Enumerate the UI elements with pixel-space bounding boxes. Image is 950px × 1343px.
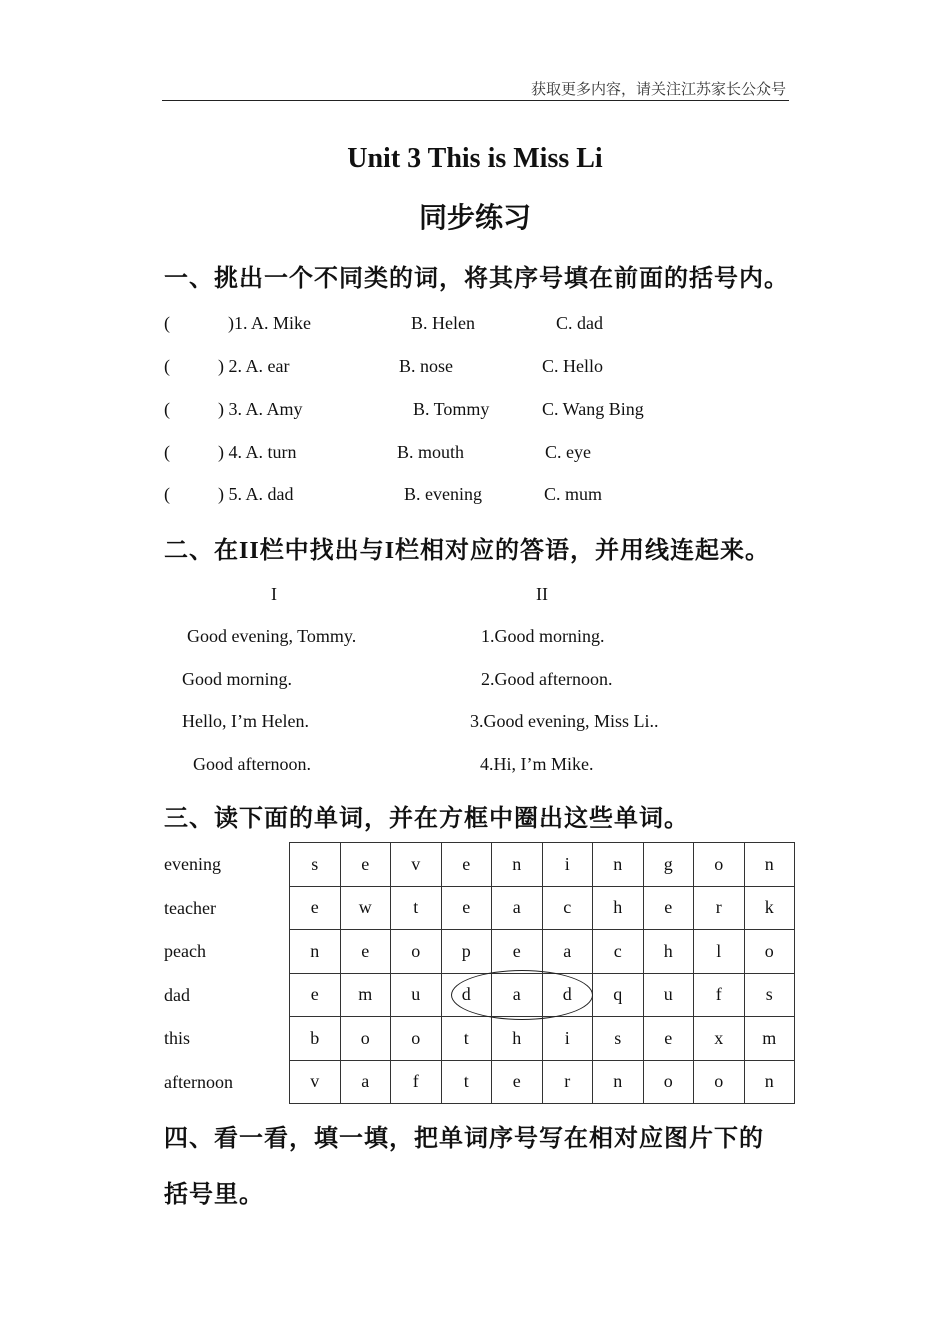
grid-cell[interactable]: o (340, 1017, 391, 1061)
column1-header: I (271, 584, 277, 604)
grid-row (290, 930, 795, 974)
grid-cell[interactable]: w (340, 886, 391, 930)
q2-option-b: B. nose (399, 356, 453, 376)
q2-paren: ( (164, 356, 170, 376)
q5-option-c: C. mum (544, 484, 603, 504)
col2-item-1: 1.Good morning. (481, 626, 605, 646)
col2-item-3: 3.Good evening, Miss Li.. (470, 711, 659, 731)
grid-cell[interactable]: s (290, 843, 341, 887)
q2-option-c: C. Hello (542, 356, 603, 376)
grid-row (290, 886, 795, 930)
grid-cell[interactable]: o (391, 1017, 442, 1061)
page-title: Unit 3 This is Miss Li (347, 143, 603, 174)
q1-option-a: )1. A. Mike (228, 313, 311, 333)
grid-cell[interactable]: e (643, 1017, 694, 1061)
grid-cell[interactable]: e (441, 886, 492, 930)
grid-cell[interactable]: c (593, 930, 644, 974)
word-teacher: teacher (164, 898, 216, 918)
q1-option-c: C. dad (556, 313, 603, 333)
grid-cell[interactable]: e (340, 843, 391, 887)
q1-option-b: B. Helen (411, 313, 475, 333)
grid-cell[interactable]: e (441, 843, 492, 887)
section2-heading-part4: I (384, 538, 396, 564)
word-this: this (164, 1028, 191, 1048)
grid-cell[interactable]: k (744, 886, 795, 930)
grid-cell[interactable]: d (542, 973, 593, 1017)
q5-option-b: B. evening (404, 484, 482, 504)
grid-cell[interactable]: n (593, 1060, 644, 1104)
grid-cell[interactable]: a (492, 973, 543, 1017)
column2-header: II (536, 584, 548, 604)
grid-cell[interactable]: n (744, 843, 795, 887)
grid-row (290, 843, 795, 887)
grid-cell[interactable]: q (593, 973, 644, 1017)
q4-option-c: C. eye (545, 442, 591, 462)
grid-cell[interactable]: e (492, 930, 543, 974)
grid-cell[interactable]: t (441, 1060, 492, 1104)
grid-cell[interactable]: h (593, 886, 644, 930)
grid-cell[interactable]: a (542, 930, 593, 974)
grid-cell[interactable]: v (290, 1060, 341, 1104)
grid-cell[interactable]: m (340, 973, 391, 1017)
col1-item-1: Good evening, Tommy. (187, 626, 357, 646)
grid-row (290, 1060, 795, 1104)
grid-cell[interactable]: v (391, 843, 442, 887)
grid-cell[interactable]: o (694, 843, 745, 887)
grid-cell[interactable]: e (290, 973, 341, 1017)
grid-cell[interactable]: n (290, 930, 341, 974)
grid-cell[interactable]: n (492, 843, 543, 887)
section4-heading-line1: 四、看一看，填一填，把单词序号写在相对应图片下的 (164, 1124, 764, 1152)
grid-cell[interactable]: c (542, 886, 593, 930)
grid-cell[interactable]: a (340, 1060, 391, 1104)
col2-item-4: 4.Hi, I’m Mike. (480, 754, 594, 774)
section2-heading-part3: 栏中找出与 (259, 536, 385, 564)
word-afternoon: afternoon (164, 1072, 233, 1092)
grid-cell[interactable]: s (744, 973, 795, 1017)
grid-cell[interactable]: e (492, 1060, 543, 1104)
grid-cell[interactable]: t (391, 886, 442, 930)
q1-paren: ( (164, 313, 170, 333)
grid-cell[interactable]: o (694, 1060, 745, 1104)
page-subtitle: 同步练习 (418, 201, 531, 234)
q4-option-b: B. mouth (397, 442, 465, 462)
grid-cell[interactable]: r (694, 886, 745, 930)
q4-option-a: ) 4. A. turn (218, 442, 297, 462)
col2-item-2: 2.Good afternoon. (481, 669, 613, 689)
q3-option-a: ) 3. A. Amy (218, 399, 303, 419)
q5-paren: ( (164, 484, 170, 504)
q5-option-a: ) 5. A. dad (218, 484, 294, 504)
circled-word-dad (451, 970, 593, 1020)
word-evening: evening (164, 854, 221, 874)
grid-cell[interactable]: d (441, 973, 492, 1017)
grid-cell[interactable]: u (643, 973, 694, 1017)
q2-option-a: ) 2. A. ear (218, 356, 290, 376)
grid-cell[interactable]: x (694, 1017, 745, 1061)
q3-option-c: C. Wang Bing (542, 399, 644, 419)
header-note: 获取更多内容，请关注江苏家长公众号 (530, 82, 786, 98)
grid-cell[interactable]: i (542, 1017, 593, 1061)
q3-option-b: B. Tommy (413, 399, 490, 419)
grid-cell[interactable]: l (694, 930, 745, 974)
col1-item-2: Good morning. (182, 669, 292, 689)
grid-cell[interactable]: o (744, 930, 795, 974)
grid-cell[interactable]: a (492, 886, 543, 930)
grid-cell[interactable]: n (744, 1060, 795, 1104)
grid-cell[interactable]: n (593, 843, 644, 887)
grid-cell[interactable]: r (542, 1060, 593, 1104)
word-peach: peach (164, 941, 206, 961)
section4-heading-line2: 括号里。 (164, 1180, 264, 1208)
grid-cell[interactable]: u (391, 973, 442, 1017)
grid-cell[interactable]: m (744, 1017, 795, 1061)
grid-cell[interactable]: f (694, 973, 745, 1017)
grid-cell[interactable]: b (290, 1017, 341, 1061)
section1-heading: 一、挑出一个不同类的词，将其序号填在前面的括号内。 (164, 264, 789, 292)
grid-cell[interactable]: p (441, 930, 492, 974)
grid-cell[interactable]: h (492, 1017, 543, 1061)
section2-heading (164, 530, 770, 565)
section2-heading-part2: II (239, 538, 260, 564)
section2-heading-part5: 栏相对应的答语，并用线连起来。 (395, 536, 771, 564)
grid-cell[interactable]: g (643, 843, 694, 887)
grid-cell[interactable]: e (340, 930, 391, 974)
grid-cell[interactable]: o (643, 1060, 694, 1104)
q3-paren: ( (164, 399, 170, 419)
grid-cell[interactable]: e (643, 886, 694, 930)
grid-cell[interactable]: s (593, 1017, 644, 1061)
col1-item-4: Good afternoon. (193, 754, 311, 774)
grid-cell[interactable]: h (643, 930, 694, 974)
grid-cell[interactable]: o (391, 930, 442, 974)
grid-row (290, 1017, 795, 1061)
word-dad: dad (164, 985, 190, 1005)
section2-heading-part1: 二、在 (164, 536, 239, 564)
q4-paren: ( (164, 442, 170, 462)
grid-cell[interactable]: e (290, 886, 341, 930)
section3-heading: 三、读下面的单词，并在方框中圈出这些单词。 (164, 804, 689, 832)
header-divider (162, 100, 789, 101)
grid-cell[interactable]: f (391, 1060, 442, 1104)
col1-item-3: Hello, I’m Helen. (182, 711, 309, 731)
grid-cell[interactable]: t (441, 1017, 492, 1061)
grid-cell[interactable]: i (542, 843, 593, 887)
